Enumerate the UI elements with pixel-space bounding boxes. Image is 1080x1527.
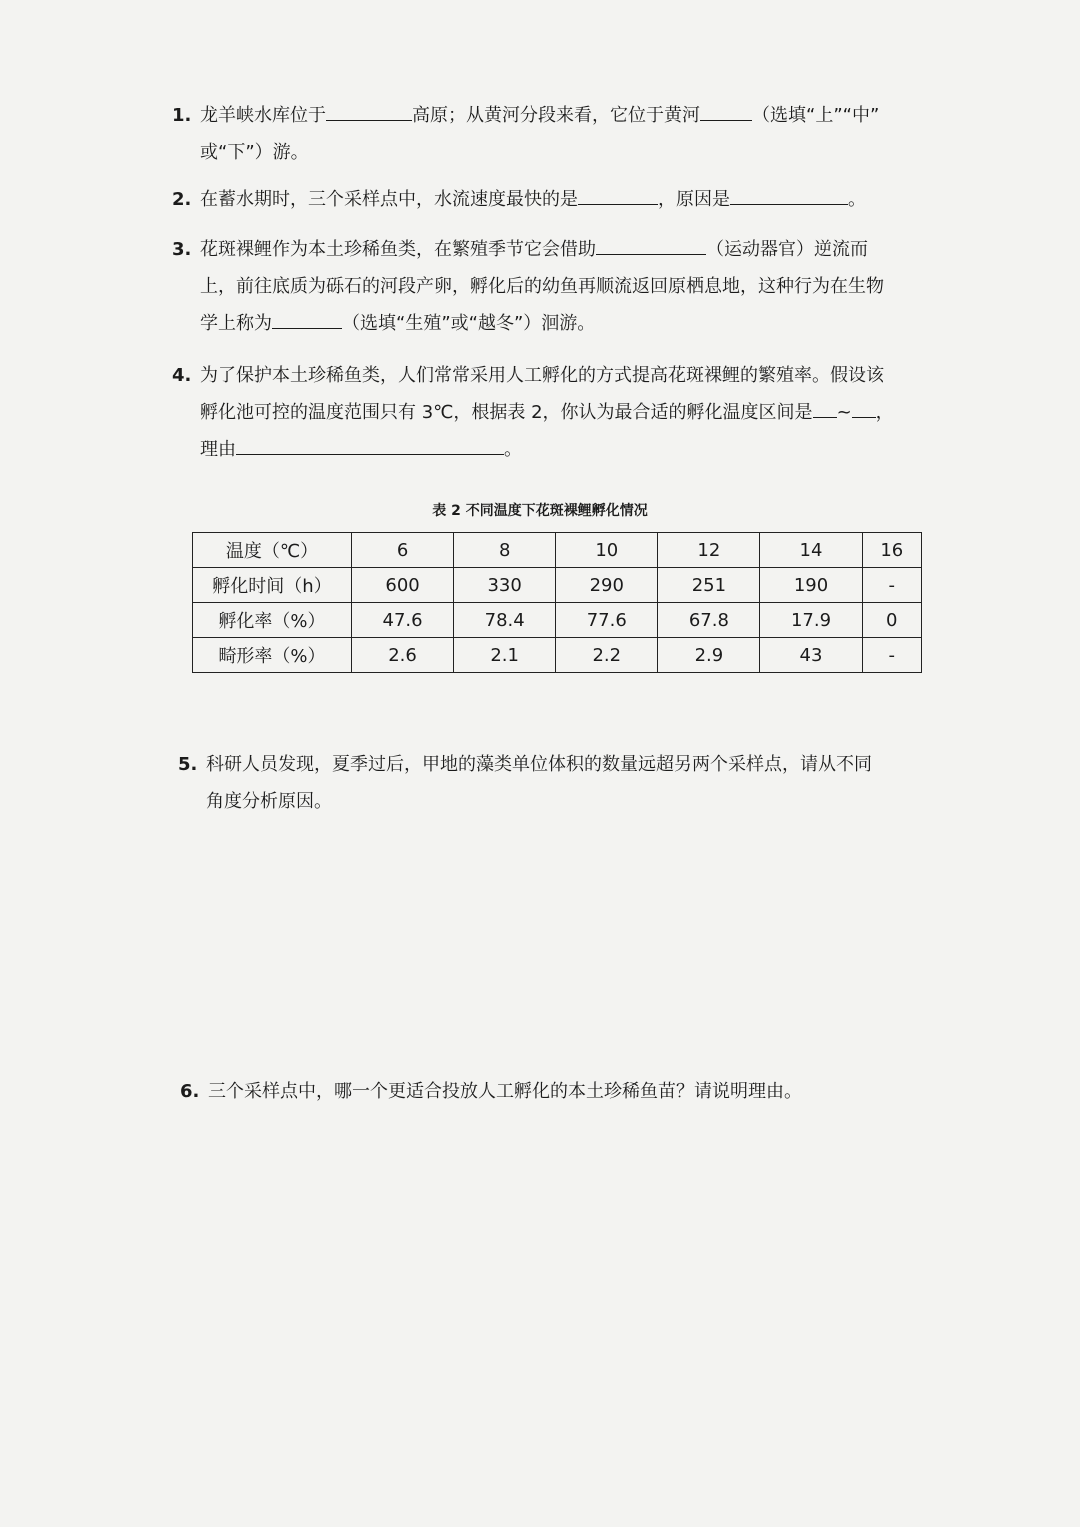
table-row — [193, 603, 922, 638]
question-text: （选填“上”“中” — [752, 105, 880, 126]
table-cell: 43 — [760, 638, 862, 673]
question-text: 孵化池可控的温度范围只有 3℃，根据表 2，你认为最合适的孵化温度区间是 — [200, 402, 813, 423]
question-text: 高原；从黄河分段来看，它位于黄河 — [412, 105, 700, 126]
question-number: 2. — [172, 189, 192, 210]
answer-blank[interactable] — [272, 306, 342, 329]
table-cell: 190 — [760, 568, 862, 603]
table-cell: - — [862, 568, 921, 603]
table-cell: 17.9 — [760, 603, 862, 638]
question-text: ， — [875, 402, 894, 423]
table-row — [193, 638, 922, 673]
question-text: （选填“生殖”或“越冬”）洄游。 — [342, 313, 596, 334]
table-row — [193, 568, 922, 603]
answer-blank[interactable] — [236, 432, 504, 455]
question-6 — [180, 1073, 950, 1110]
table-cell: 0 — [862, 603, 921, 638]
question-text: 。 — [848, 189, 866, 210]
table-cell: 251 — [658, 568, 760, 603]
table-cell: 47.6 — [352, 603, 454, 638]
hatching-data-table — [192, 532, 922, 673]
question-text: 或“下”）游。 — [200, 142, 309, 163]
table-cell: 10 — [556, 533, 658, 568]
answer-blank[interactable] — [813, 395, 837, 418]
question-5 — [178, 746, 948, 820]
table-cell: 16 — [862, 533, 921, 568]
question-text: 科研人员发现，夏季过后，甲地的藻类单位体积的数量远超另两个采样点，请从不同 — [206, 754, 872, 775]
table-row — [193, 533, 922, 568]
row-header: 畸形率（%） — [193, 638, 352, 673]
table-cell: 8 — [454, 533, 556, 568]
question-number: 6. — [180, 1081, 200, 1102]
table-cell: 2.9 — [658, 638, 760, 673]
table-cell: 14 — [760, 533, 862, 568]
question-text: 为了保护本土珍稀鱼类，人们常常采用人工孵化的方式提高花斑裸鲤的繁殖率。假设该 — [200, 365, 884, 386]
question-3 — [172, 231, 942, 342]
question-4 — [172, 357, 942, 468]
table-cell: 67.8 — [658, 603, 760, 638]
row-header: 温度（℃） — [193, 533, 352, 568]
question-text: 花斑裸鲤作为本土珍稀鱼类，在繁殖季节它会借助 — [200, 239, 596, 260]
table-cell: 2.1 — [454, 638, 556, 673]
question-2 — [172, 181, 942, 218]
question-text: 上，前往底质为砾石的河段产卵，孵化后的幼鱼再顺流返回原栖息地，这种行为在生物 — [200, 276, 884, 297]
question-text: ，原因是 — [658, 189, 730, 210]
question-text: 理由 — [200, 439, 236, 460]
table-cell: 6 — [352, 533, 454, 568]
question-text: 三个采样点中，哪一个更适合投放人工孵化的本土珍稀鱼苗？请说明理由。 — [208, 1081, 802, 1102]
row-header: 孵化率（%） — [193, 603, 352, 638]
table-cell: 77.6 — [556, 603, 658, 638]
question-number: 1. — [172, 105, 192, 126]
table-cell: 290 — [556, 568, 658, 603]
question-text: 角度分析原因。 — [206, 791, 332, 812]
answer-blank[interactable] — [578, 182, 658, 205]
table-cell: 12 — [658, 533, 760, 568]
answer-blank[interactable] — [852, 395, 876, 418]
question-text: ~ — [836, 402, 852, 423]
question-number: 5. — [178, 754, 198, 775]
answer-blank[interactable] — [326, 98, 412, 121]
question-text: 。 — [504, 439, 522, 460]
answer-blank[interactable] — [730, 182, 848, 205]
question-1 — [172, 97, 942, 171]
table-cell: 330 — [454, 568, 556, 603]
table-cell: 600 — [352, 568, 454, 603]
row-header: 孵化时间（h） — [193, 568, 352, 603]
question-text: （运动器官）逆流而 — [706, 239, 868, 260]
answer-blank[interactable] — [700, 98, 752, 121]
question-number: 4. — [172, 365, 192, 386]
question-text: 在蓄水期时，三个采样点中，水流速度最快的是 — [200, 189, 578, 210]
table-cell: - — [862, 638, 921, 673]
table-caption: 表 2 不同温度下花斑裸鲤孵化情况 — [432, 503, 648, 519]
table-cell: 2.2 — [556, 638, 658, 673]
answer-blank[interactable] — [596, 232, 706, 255]
question-text: 龙羊峡水库位于 — [200, 105, 326, 126]
table-cell: 78.4 — [454, 603, 556, 638]
question-text: 学上称为 — [200, 313, 272, 334]
question-number: 3. — [172, 239, 192, 260]
table-cell: 2.6 — [352, 638, 454, 673]
